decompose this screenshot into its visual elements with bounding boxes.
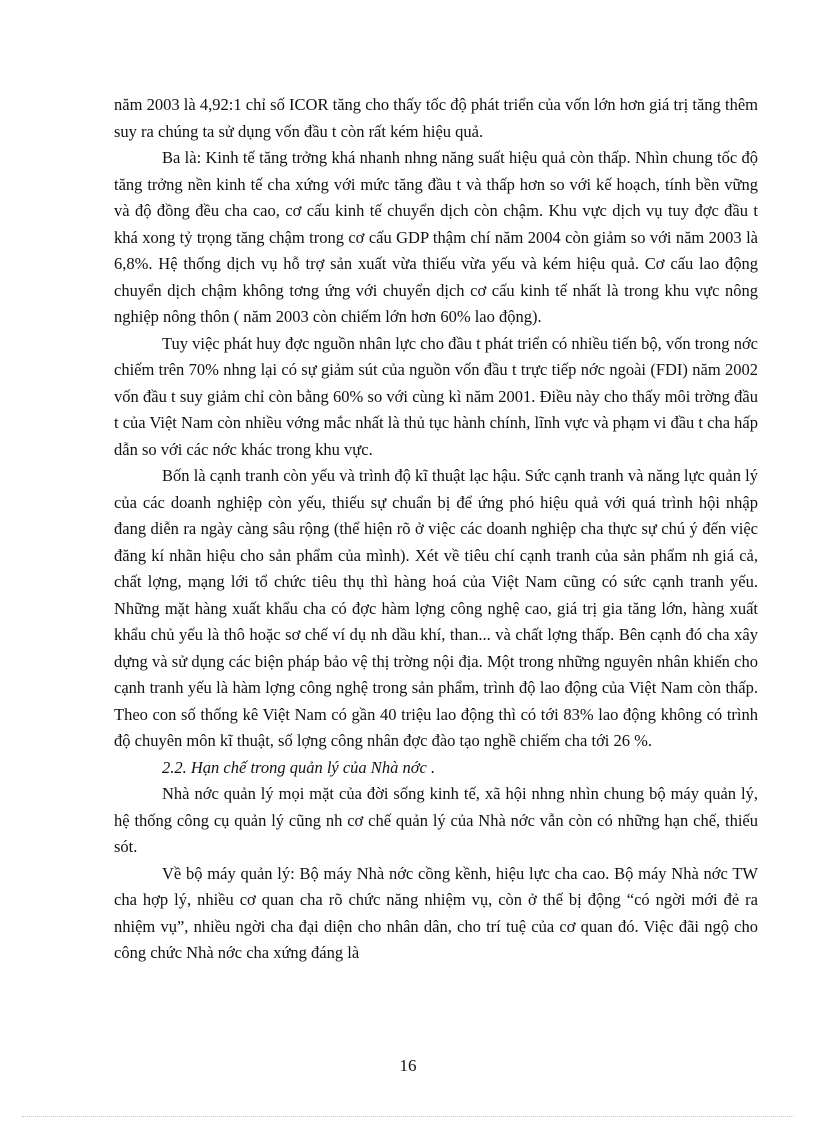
section-heading-2-2: 2.2. Hạn chế trong quản lý của Nhà nớc . xyxy=(162,757,436,777)
paragraph-bon-la: Bốn là cạnh tranh còn yếu và trình độ kĩ thuật lạc hậu. Sức cạnh tranh và năng lực quản lý của các doanh nghiệp còn yếu, thiếu sự chuẩn bị để ứng phó hiệu quả với quá trình hội nhập đang diễn ra ngày càng sâu rộng (thể hiện rõ ở việc các doanh nghiệp cha thực sự chú ý đến việc đăng kí nhãn hiệu cho sản phẩm của mình). Xét về tiêu chí cạnh tranh của sản phẩm nh giá cả, chất lợng, mạng lới tổ chức tiêu thụ thì hàng hoá của Việt Nam cũng có sức cạnh tranh yếu. Những mặt hàng xuất khẩu cha có đợc hàm lợng công nghệ cao, giá trị gia tăng lớn, hàng xuất khẩu chủ yếu là thô hoặc sơ chế ví dụ nh dầu khí, than... và chất lợng thấp. Bên cạnh đó cha xây dựng và sử dụng các biện pháp bảo vệ thị trờng nội địa. Một trong những nguyên nhân khiến cho cạnh tranh yếu là hàm lợng công nghệ trong sản phẩm, trình độ lao động của Việt Nam còn thấp. Theo con số thống kê Việt Nam có gần 40 triệu lao động thì có tới 83% lao động không có trình độ chuyên môn kĩ thuật, số lợng công nhân đợc đào tạo nghề chiếm cha tới 26 %. xyxy=(114,466,758,750)
paragraph-ba-la: Ba là: Kinh tế tăng trởng khá nhanh nhng năng suất hiệu quả còn thấp. Nhìn chung tốc độ tăng trởng nền kinh tế cha xứng với mức tăng đầu t và thấp hơn so với kế hoạch, tính bền vững và độ đồng đều cha cao, cơ cấu kinh tế chuyển dịch còn chậm. Khu vực dịch vụ tuy đợc đầu t khá xong tỷ trọng tăng chậm trong cơ cấu GDP thậm chí năm 2004 còn giảm so với năm 2003 là 6,8%. Hệ thống dịch vụ hỗ trợ sản xuất vừa thiếu vừa yếu và kém hiệu quả. Cơ cấu lao động chuyển dịch chậm không tơng ứng với chuyển dịch cơ cấu kinh tế nhất là trong khu vực nông nghiệp nông thôn ( năm 2003 còn chiếm lớn hơn 60% lao động). xyxy=(114,148,758,326)
paragraph-tuy-viec: Tuy việc phát huy đợc nguồn nhân lực cho đầu t phát triển có nhiều tiến bộ, vốn trong nớc chiếm trên 70% nhng lại có sự giảm sút của nguồn vốn đầu t trực tiếp nớc ngoài (FDI) năm 2002 vốn đầu t suy giảm chỉ còn bằng 60% so với cùng kì năm 2001. Điều này cho thấy môi trờng đầu t của Việt Nam còn nhiều vớng mắc nhất là thủ tục hành chính, lĩnh vực và phạm vi đầu t cha hấp dẫn so với các nớc khác trong khu vực. xyxy=(114,333,758,459)
page-number: 16 xyxy=(399,1056,417,1075)
paragraph-nha-nuoc: Nhà nớc quản lý mọi mặt của đời sống kinh tế, xã hội nhng nhìn chung bộ máy quản lý, hệ thống công cụ quản lý cũng nh cơ chế quản lý của Nhà nớc vẫn còn có những hạn chế, thiếu sót. xyxy=(114,784,758,856)
page-bottom-divider xyxy=(22,1116,794,1117)
page-body xyxy=(114,92,758,967)
paragraph-bo-may: Về bộ máy quản lý: Bộ máy Nhà nớc cồng kềnh, hiệu lực cha cao. Bộ máy Nhà nớc TW cha hợp lý, nhiều cơ quan cha rõ chức năng nhiệm vụ, còn ở thế bị động “có ngời mới đẻ ra nhiệm vụ”, nhiều ngời cha đại diện cho nhân dân, cho trí tuệ của cơ quan đó. Việc đãi ngộ cho công chức Nhà nớc cha xứng đáng là xyxy=(114,863,758,962)
paragraph-continuation: năm 2003 là 4,92:1 chỉ số ICOR tăng cho thấy tốc độ phát triển của vốn lớn hơn giá trị tăng thêm suy ra chúng ta sử dụng vốn đầu t còn rất kém hiệu quả. xyxy=(114,95,758,141)
